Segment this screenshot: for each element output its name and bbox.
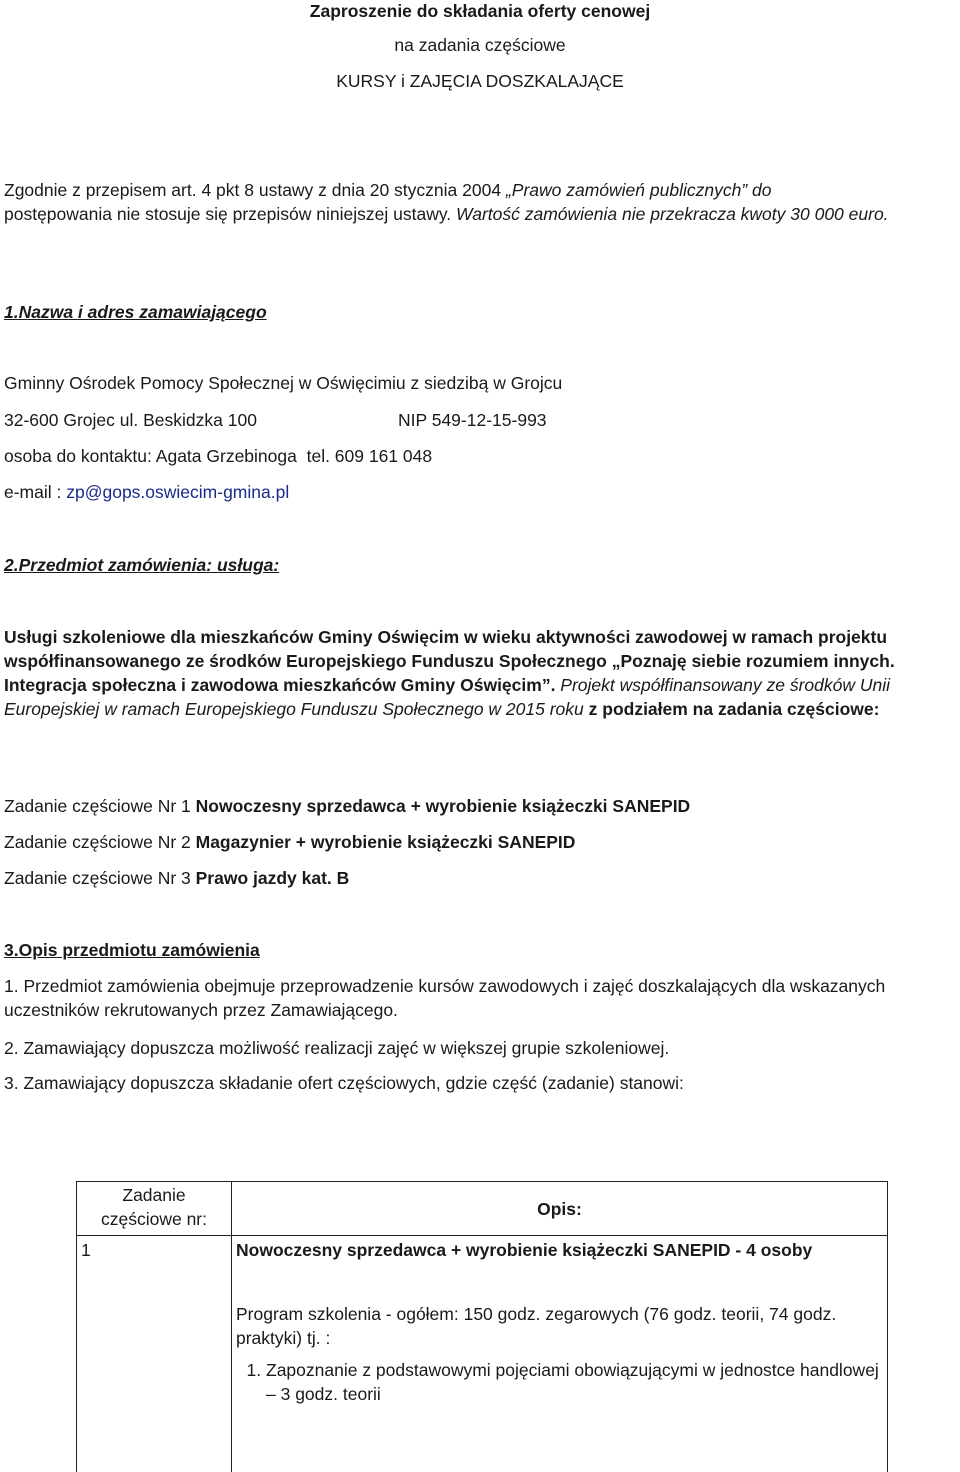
parts-table [76,1181,888,1472]
table-header-row [77,1182,888,1236]
subject-italic-text: Projekt współfinansowany ze środków Unii Europejskiej w ramach Europejskiego Funduszu Społecznego w 2015 roku [4,675,891,719]
task-line-2 [4,830,930,854]
subject-paragraph [4,625,930,721]
subject-bold-end: z podziałem na zadania częściowe: [583,699,880,719]
row-description [232,1236,888,1472]
table-header-part-number: Zadanie częściowe nr: [77,1182,232,1236]
task-prefix: Zadanie częściowe Nr 3 [4,868,196,888]
contact-phone: tel. 609 161 048 [306,446,433,466]
row-title: Nowoczesny sprzedawca + wyrobienie książeczki SANEPID - 4 osoby [236,1240,813,1260]
row-part-number: 1 [77,1236,232,1472]
description-item-3: 3. Zamawiający dopuszcza składanie ofert częściowych, gdzie część (zadanie) stanowi: [4,1073,684,1093]
email-link[interactable]: zp@gops.oswiecim-gmina.pl [66,482,290,502]
task-prefix: Zadanie częściowe Nr 2 [4,832,196,852]
description-item-1: 1. Przedmiot zamówienia obejmuje przeprowadzenie kursów zawodowych i zajęć doszkalających dla wskazanych uczestników rekrutowanych przez Zamawiającego. [4,976,886,1020]
section3-heading: 3.Opis przedmiotu zamówienia [4,940,260,960]
row-program: Program szkolenia - ogółem: 150 godz. zegarowych (76 godz. teorii, 74 godz. praktyki) tj. : [236,1304,837,1348]
orderer-address-line [4,408,930,432]
document-title: Zaproszenie do składania oferty cenowej [309,1,651,21]
task-name: Prawo jazdy kat. B [195,868,350,888]
intro-text-2: postępowania nie stosuje się przepisów niniejszej ustawy. [4,204,457,224]
orderer-address: 32-600 Grojec ul. Beskidzka 100 [4,410,257,430]
table-row [77,1236,888,1472]
contact-person: osoba do kontaktu: Agata Grzebinoga [4,446,297,466]
orderer-nip: NIP 549-12-15-993 [398,410,547,430]
program-modules-list [236,1358,883,1406]
task-prefix: Zadanie częściowe Nr 1 [4,796,196,816]
task-line-3 [4,866,930,890]
email-label: e-mail : [4,482,67,502]
contact-line [4,444,930,468]
task-name: Magazynier + wyrobienie książeczki SANEPID [195,832,576,852]
description-item-2: 2. Zamawiający dopuszcza możliwość realizacji zajęć w większej grupie szkoleniowej. [4,1038,670,1058]
intro-text: Zgodnie z przepisem art. 4 pkt 8 ustawy z dnia 20 stycznia 2004 [4,180,506,200]
section2-heading: 2.Przedmiot zamówienia: usługa: [4,555,280,575]
table-header-description: Opis: [232,1182,888,1236]
document-subtitle: na zadania częściowe [394,35,566,55]
intro-paragraph [4,178,930,226]
intro-value-note: Wartość zamówienia nie przekracza kwoty 30 000 euro. [456,204,889,224]
orderer-name: Gminny Ośrodek Pomocy Społecznej w Oświęcimiu z siedzibą w Grojcu [4,373,563,393]
course-title: KURSY i ZAJĘCIA DOSZKALAJĄCE [336,71,624,91]
program-module: 1. Zapoznanie z podstawowymi pojęciami obowiązującymi w jednostce handlowej – 3 godz. teorii [266,1358,883,1406]
intro-act-name: „Prawo zamówień publicznych” do [505,180,772,200]
task-name: Nowoczesny sprzedawca + wyrobienie książeczki SANEPID [195,796,691,816]
task-line-1 [4,794,930,818]
section1-heading: 1.Nazwa i adres zamawiającego [4,302,267,322]
email-line [4,480,930,504]
subject-bold-text: Usługi szkoleniowe dla mieszkańców Gminy Oświęcim w wieku aktywności zawodowej w ramach projektu współfinansowanego ze środków Europejskiego Funduszu Społecznego „Poznaję siebie rozumiem innych. Integracja społeczna i zawodowa mieszkańców Gminy Oświęcim”. [4,627,895,695]
